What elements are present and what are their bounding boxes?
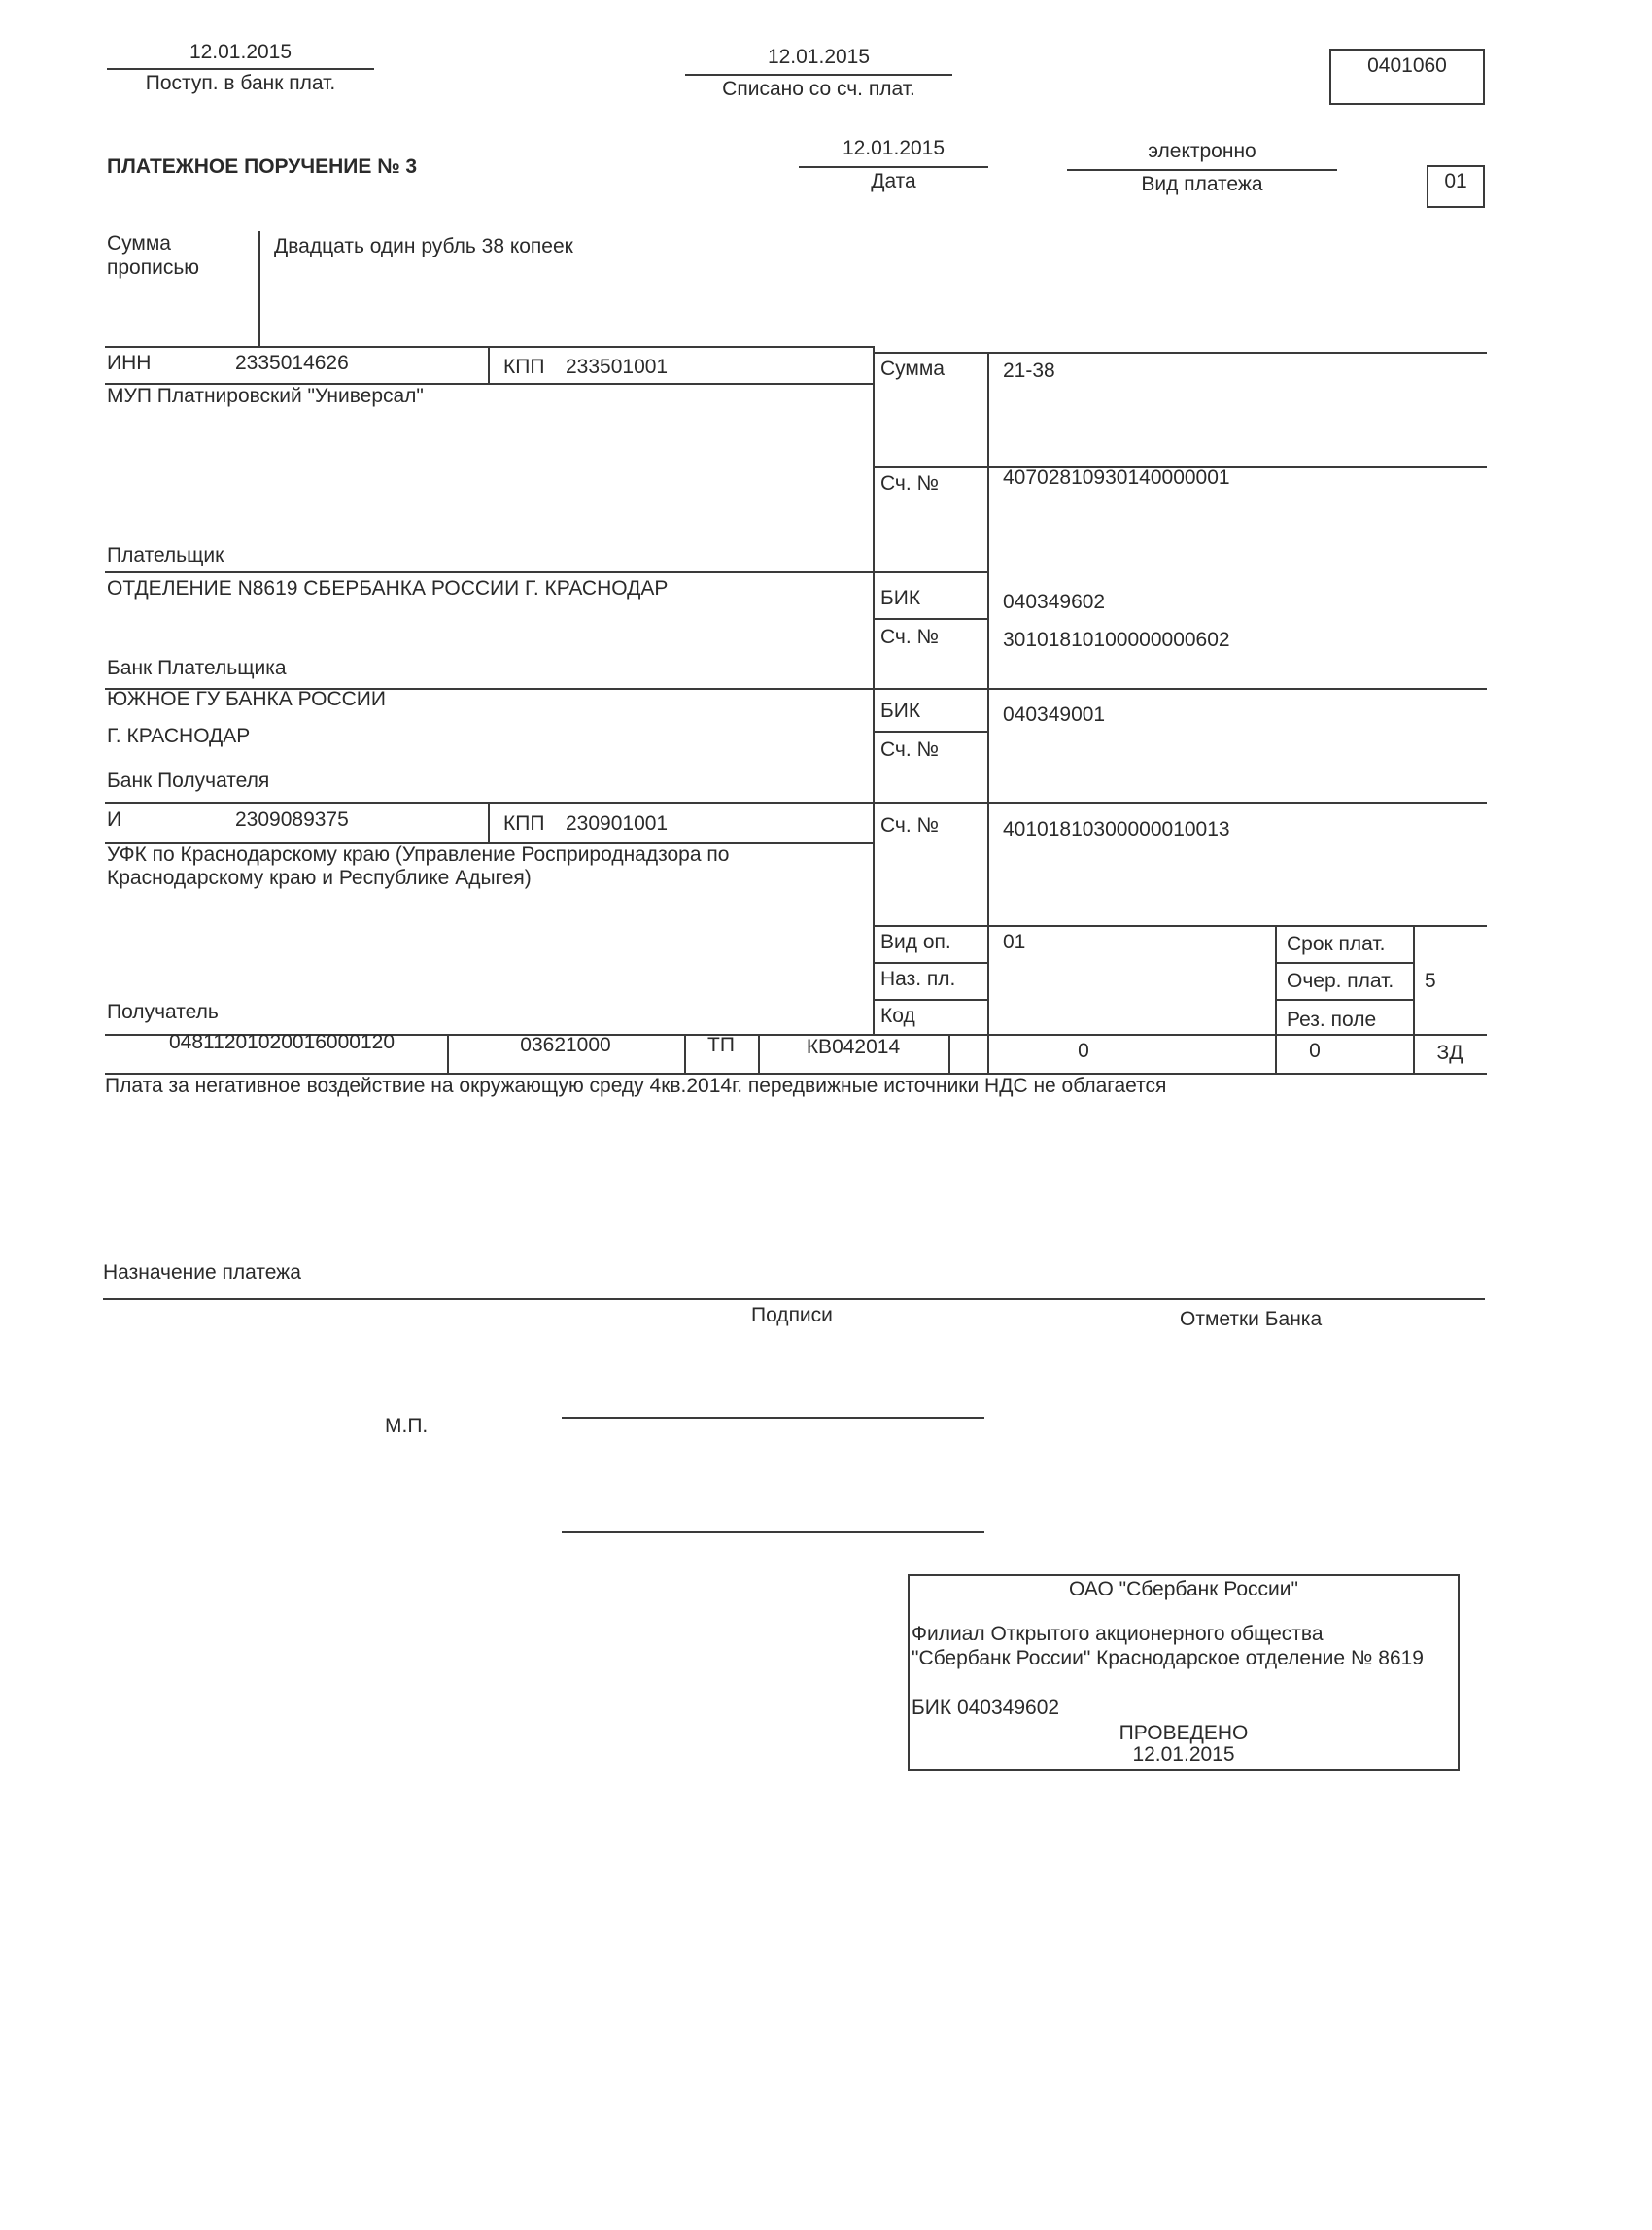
form-code: 0401060 <box>1367 54 1447 77</box>
tax-period: КВ042014 <box>806 1036 901 1058</box>
payee-bank-label: Банк Получателя <box>107 770 270 792</box>
col-line-srok-right <box>1413 925 1415 1034</box>
payer-inn: 2335014626 <box>235 352 349 374</box>
payer-bank-label: Банк Плательщика <box>107 657 287 679</box>
received-date-line <box>107 68 374 70</box>
row-line-sum <box>873 352 1487 354</box>
row-line-ocher-bottom <box>1275 999 1413 1001</box>
tax-oktmo: 03621000 <box>520 1034 611 1056</box>
bank-stamp-line-6: 12.01.2015 <box>1132 1743 1235 1766</box>
col-line-labels-right <box>987 352 989 1073</box>
signature-line-2 <box>562 1531 984 1533</box>
row-line-payee-bik-bottom <box>873 731 989 733</box>
payer-account: 40702810930140000001 <box>1003 466 1230 489</box>
document-date: 12.01.2015 <box>842 137 946 159</box>
stamp-place-label: М.П. <box>385 1415 429 1437</box>
row-line-payer-bottom <box>105 571 989 573</box>
amount-words-divider <box>258 231 260 346</box>
amount-words-value: Двадцать один рубль 38 копеек <box>274 235 573 257</box>
debited-label: Списано со сч. плат. <box>722 78 915 100</box>
col-line-payer-kpp <box>488 346 490 383</box>
kod-label: Код <box>880 1005 915 1027</box>
payee-name-1: УФК по Краснодарскому краю (Управление Росприроднадзора по <box>107 843 730 866</box>
document-date-line <box>799 166 988 168</box>
received-date: 12.01.2015 <box>189 41 293 63</box>
signature-line-1 <box>562 1417 984 1419</box>
payment-type-label: Вид платежа <box>1141 173 1263 195</box>
payer-name: МУП Платнировский "Универсал" <box>107 385 424 407</box>
payer-bank-account: 30101810100000000602 <box>1003 629 1230 651</box>
tax-basis: ТП <box>707 1034 735 1056</box>
sum-label: Сумма <box>880 358 945 380</box>
amount-words-label-1: Сумма <box>107 232 171 255</box>
payee-name-2: Краснодарскому краю и Республике Адыгея) <box>107 867 532 889</box>
payer-bank-bik-label: БИК <box>880 587 921 609</box>
payee-bank-name-1: ЮЖНОЕ ГУ БАНКА РОССИИ <box>107 688 386 710</box>
payer-bank-name: ОТДЕЛЕНИЕ N8619 СБЕРБАНКА РОССИИ Г. КРАСНОДАР <box>107 577 669 600</box>
row-line-operation-top <box>873 925 1487 927</box>
payee-bank-bik: 040349001 <box>1003 703 1106 726</box>
document-title: ПЛАТЕЖНОЕ ПОРУЧЕНИЕ № 3 <box>107 155 418 178</box>
ocher-label: Очер. плат. <box>1287 970 1394 992</box>
received-label: Поступ. в банк плат. <box>145 72 336 94</box>
ocher-value: 5 <box>1425 970 1436 992</box>
debited-date: 12.01.2015 <box>767 46 871 68</box>
bank-stamp-line-4: БИК 040349602 <box>912 1697 1060 1719</box>
payee-account: 40101810300000010013 <box>1003 818 1230 841</box>
purpose-label: Назначение платежа <box>103 1261 301 1284</box>
row-line-nazpl-bottom <box>873 999 989 1001</box>
payment-type-line <box>1067 169 1337 171</box>
payee-kpp-label: КПП <box>503 812 545 835</box>
payee-kpp: 230901001 <box>566 812 669 835</box>
payer-bank-account-label: Сч. № <box>880 626 940 648</box>
payer-label: Плательщик <box>107 544 224 566</box>
col-line-labels-left <box>873 346 875 1034</box>
row-line-payee-bank-bottom <box>105 802 1487 804</box>
payee-label: Получатель <box>107 1001 219 1023</box>
sum-value: 21-38 <box>1003 360 1055 382</box>
payer-account-label: Сч. № <box>880 472 940 495</box>
naz-pl-label: Наз. пл. <box>880 968 956 990</box>
col-line-tax-4 <box>948 1034 950 1073</box>
tax-type: ЗД <box>1436 1042 1463 1064</box>
payer-bank-bik: 040349602 <box>1003 591 1106 613</box>
payee-account-label: Сч. № <box>880 814 940 837</box>
payer-inn-label: ИНН <box>107 352 152 374</box>
purpose-text: Плата за негативное воздействие на окружающую среду 4кв.2014г. передвижные источники НДС не облагается <box>105 1075 1167 1097</box>
rez-label: Рез. поле <box>1287 1009 1377 1031</box>
signatures-label: Подписи <box>751 1304 833 1326</box>
amount-words-label-2: прописью <box>107 257 200 279</box>
tax-kbk: 04811201020016000120 <box>168 1031 396 1053</box>
payee-bank-bik-label: БИК <box>880 700 921 722</box>
payment-type: электронно <box>1148 140 1256 162</box>
row-line-payer-bik-bottom <box>873 618 989 620</box>
payee-bank-account-label: Сч. № <box>880 738 940 761</box>
col-line-payee-kpp <box>488 802 490 842</box>
row-line-vidop-bottom <box>873 962 989 964</box>
debited-date-line <box>685 74 952 76</box>
row-line-purpose-bottom <box>103 1298 1485 1300</box>
vid-op-label: Вид оп. <box>880 931 951 953</box>
row-line-srok-bottom <box>1275 962 1413 964</box>
vid-op-value: 01 <box>1003 931 1026 953</box>
bank-marks-label: Отметки Банка <box>1180 1308 1323 1330</box>
status-code: 01 <box>1444 170 1467 192</box>
tax-doc-no: 0 <box>1078 1040 1089 1062</box>
payee-bank-name-2: Г. КРАСНОДАР <box>107 725 251 747</box>
tax-doc-date: 0 <box>1309 1040 1321 1062</box>
payer-kpp: 233501001 <box>566 356 669 378</box>
bank-stamp-line-3: "Сбербанк России" Краснодарское отделение № 8619 <box>912 1647 1424 1669</box>
bank-stamp <box>908 1574 1460 1771</box>
bank-stamp-line-1: ОАО "Сбербанк России" <box>1069 1578 1298 1600</box>
status-code-box <box>1427 165 1485 208</box>
srok-label: Срок плат. <box>1287 933 1386 955</box>
bank-stamp-line-5: ПРОВЕДЕНО <box>1119 1722 1249 1744</box>
bank-stamp-line-2: Филиал Открытого акционерного общества <box>912 1623 1324 1645</box>
payee-inn: 2309089375 <box>235 808 349 831</box>
document-date-label: Дата <box>871 170 916 192</box>
payer-kpp-label: КПП <box>503 356 545 378</box>
payee-inn-label: И <box>107 808 122 831</box>
form-code-box <box>1329 49 1485 105</box>
